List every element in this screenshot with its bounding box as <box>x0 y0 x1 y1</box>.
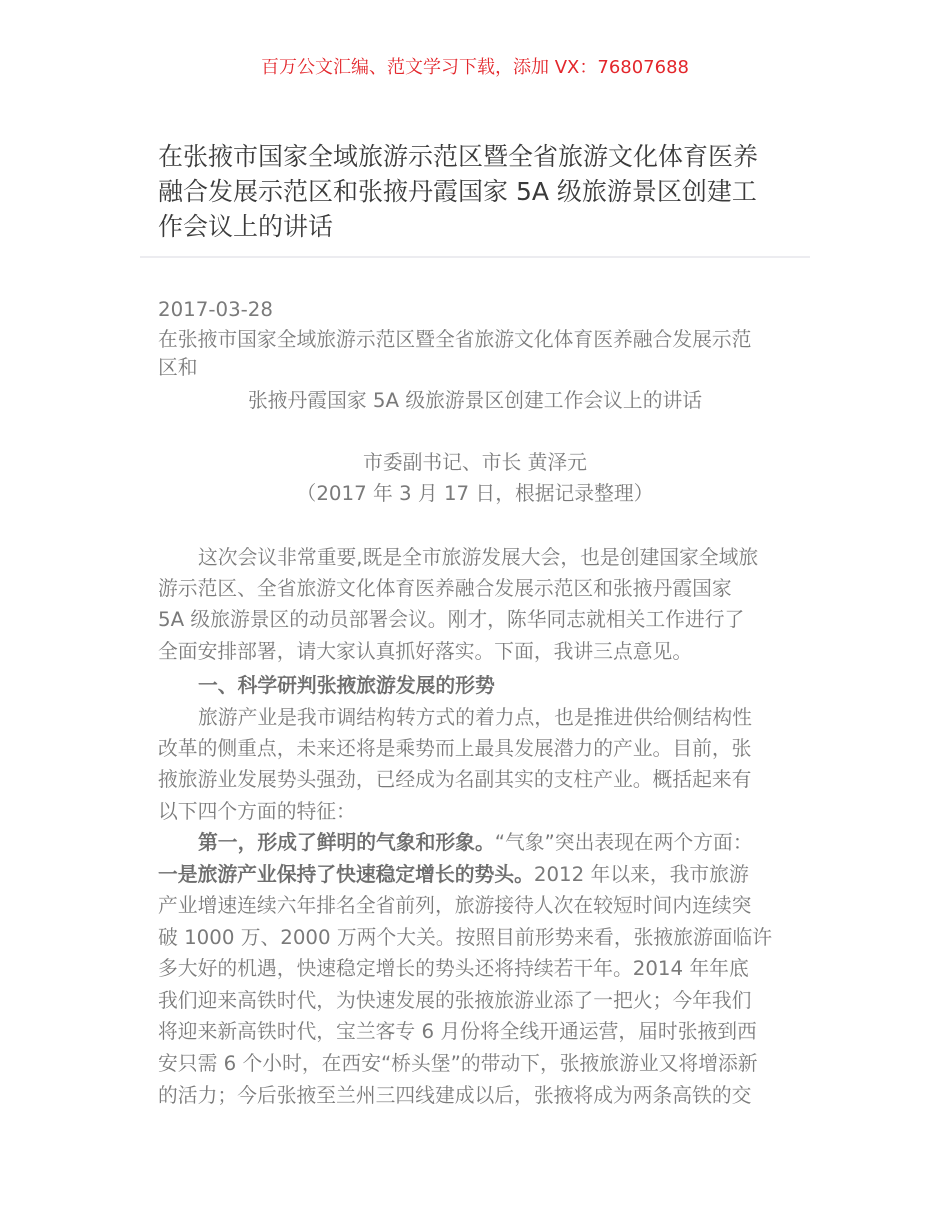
speech-heading-line: 在张掖市国家全域旅游示范区暨全省旅游文化体育医养融合发展示范 <box>158 328 752 351</box>
body-line <box>158 862 749 888</box>
publish-date: 2017-03-28 <box>158 298 273 321</box>
bold-phrase: 一是旅游产业保持了快速稳定增长的势头。 <box>158 863 534 886</box>
body-line: 我们迎来高铁时代，为快速发展的张掖旅游业添了一把火；今年我们 <box>158 989 752 1012</box>
speaker: 市委副书记、市长 黄泽元 <box>363 451 587 474</box>
title-line: 在张掖市国家全域旅游示范区暨全省旅游文化体育医养 <box>158 142 759 171</box>
body-line: 的活力；今后张掖至兰州三四线建成以后，张掖将成为两条高铁的交 <box>158 1084 752 1107</box>
body-text-span: 2012 年以来，我市旅游 <box>533 863 749 886</box>
date-note: （2017 年 3 月 17 日，根据记录整理） <box>296 482 654 505</box>
title-line: 作会议上的讲话 <box>158 212 334 241</box>
watermark-banner: 百万公文汇编、范文学习下载，添加 VX：76807688 <box>261 57 689 78</box>
body-line: 改革的侧重点，未来还将是乘势而上最具发展潜力的产业。目前，张 <box>158 737 752 760</box>
body-line: 5A 级旅游景区的动员部署会议。刚才，陈华同志就相关工作进行了 <box>158 608 745 631</box>
speech-heading-line: 张掖丹霞国家 5A 级旅游景区创建工作会议上的讲话 <box>247 389 703 412</box>
body-text-span: “气象”突出表现在两个方面： <box>494 831 753 854</box>
section-heading-text: 一、科学研判张掖旅游发展的形势 <box>198 674 495 697</box>
body-line: 多大好的机遇，快速稳定增长的势头还将持续若干年。2014 年年底 <box>158 957 749 980</box>
body-line: 以下四个方面的特征： <box>158 800 356 823</box>
body-line: 安只需 6 个小时，在西安“桥头堡”的带动下，张掖旅游业又将增添新 <box>158 1052 758 1075</box>
body-line: 掖旅游业发展势头强劲，已经成为名副其实的支柱产业。概括起来有 <box>158 768 752 791</box>
section-heading <box>198 673 495 699</box>
speech-heading-line: 区和 <box>158 356 198 379</box>
body-line: 游示范区、全省旅游文化体育医养融合发展示范区和张掖丹霞国家 <box>158 577 732 600</box>
bold-phrase: 第一，形成了鲜明的气象和形象。 <box>198 831 495 854</box>
title-line: 融合发展示范区和张掖丹霞国家 5A 级旅游景区创建工 <box>158 177 757 206</box>
body-line: 将迎来新高铁时代，宝兰客专 6 月份将全线开通运营，届时张掖到西 <box>158 1020 757 1043</box>
body-line: 破 1000 万、2000 万两个大关。按照目前形势来看，张掖旅游面临许 <box>158 926 773 949</box>
body-line: 产业增速连续六年排名全省前列，旅游接待人次在较短时间内连续突 <box>158 894 752 917</box>
title-divider <box>140 256 810 258</box>
body-line <box>198 830 753 856</box>
body-line: 全面安排部署，请大家认真抓好落实。下面，我讲三点意见。 <box>158 640 693 663</box>
body-line: 旅游产业是我市调结构转方式的着力点，也是推进供给侧结构性 <box>198 706 752 729</box>
body-line: 这次会议非常重要,既是全市旅游发展大会，也是创建国家全域旅 <box>198 546 759 569</box>
